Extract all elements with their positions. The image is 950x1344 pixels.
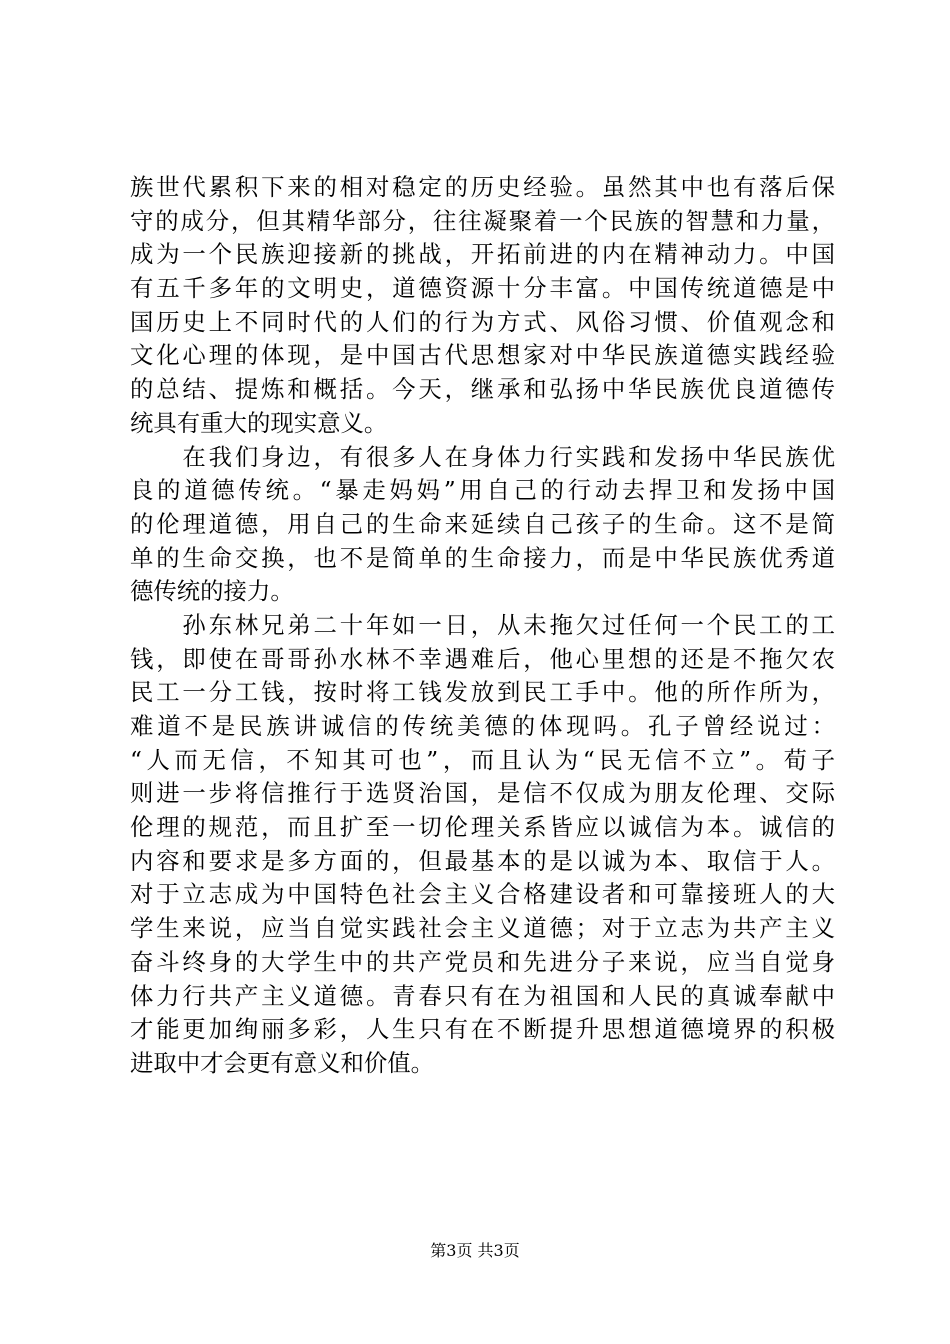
text-line: 国历史上不同时代的人们的行为方式、风俗习惯、价值观念和 [130, 307, 835, 336]
text-line: 的伦理道德，用自己的生命来延续自己孩子的生命。这不是简 [130, 509, 835, 538]
text-line: 民工一分工钱，按时将工钱发放到民工手中。他的所作所为， [130, 678, 835, 707]
text-line: 德传统的接力。 [130, 577, 294, 606]
document-body [130, 171, 835, 1081]
text-line: 难道不是民族讲诚信的传统美德的体现吗。孔子曾经说过： [130, 712, 835, 740]
text-line: 族世代累积下来的相对稳定的历史经验。虽然其中也有落后保 [130, 173, 835, 201]
text-line: 才能更加绚丽多彩，人生只有在不断提升思想道德境界的积极 [130, 1015, 835, 1044]
text-line: 孙东林兄弟二十年如一日，从未拖欠过任何一个民工的工 [130, 610, 835, 639]
text-line: 成为一个民族迎接新的挑战，开拓前进的内在精神动力。中国 [130, 240, 835, 269]
text-line: 奋斗终身的大学生中的共产党员和先进分子来说，应当自觉身 [130, 947, 835, 976]
text-line: 则进一步将信推行于选贤治国，是信不仅成为朋友伦理、交际 [130, 779, 835, 808]
text-line: 的总结、提炼和概括。今天，继承和弘扬中华民族优良道德传 [130, 375, 835, 404]
text-line: 内容和要求是多方面的，但最基本的是以诚为本、取信于人。 [130, 846, 835, 875]
text-line: 对于立志成为中国特色社会主义合格建设者和可靠接班人的大 [130, 880, 835, 909]
text-line: 文化心理的体现，是中国古代思想家对中华民族道德实践经验 [130, 341, 835, 370]
text-line: 有五千多年的文明史，道德资源十分丰富。中国传统道德是中 [130, 274, 835, 303]
text-line: 在我们身边，有很多人在身体力行实践和发扬中华民族优 [130, 442, 835, 471]
text-line: 守的成分，但其精华部分，往往凝聚着一个民族的智慧和力量， [130, 206, 835, 235]
text-line: 统具有重大的现实意义。 [130, 408, 388, 437]
text-line: “人而无信，不知其可也”，而且认为“民无信不立”。荀子 [130, 745, 835, 774]
text-line: 伦理的规范，而且扩至一切伦理关系皆应以诚信为本。诚信的 [130, 813, 835, 842]
text-line: 学生来说，应当自觉实践社会主义道德；对于立志为共产主义 [130, 914, 835, 943]
text-line: 进取中才会更有意义和价值。 [130, 1048, 435, 1077]
text-line: 良的道德传统。“暴走妈妈”用自己的行动去捍卫和发扬中国 [130, 476, 835, 505]
text-line: 钱，即使在哥哥孙水林不幸遇难后，他心里想的还是不拖欠农 [130, 644, 835, 673]
text-line: 体力行共产主义道德。青春只有在为祖国和人民的真诚奉献中 [130, 981, 835, 1010]
page-footer: 第3页 共3页 [430, 1241, 520, 1260]
text-line: 单的生命交换，也不是简单的生命接力，而是中华民族优秀道 [130, 543, 835, 572]
